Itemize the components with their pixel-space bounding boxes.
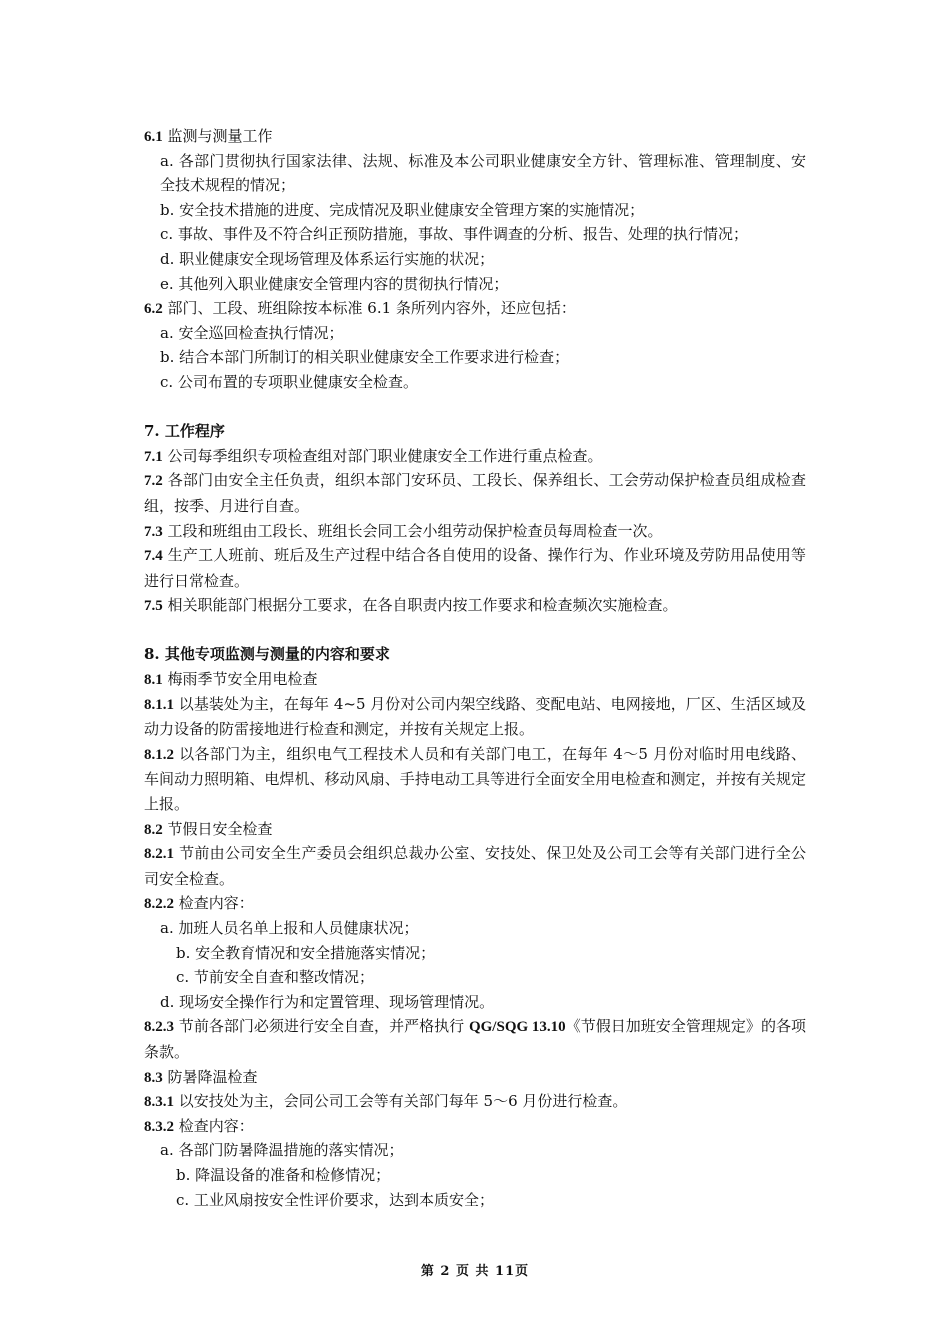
clause-6-1-b: b. 安全技术措施的进度、完成情况及职业健康安全管理方案的实施情况；: [160, 200, 645, 219]
clause-6-2: 6.2 部门、工段、班组除按本标准 6.1 条所列内容外，还应包括：: [144, 299, 576, 318]
clause-8-2-1: 8.2.1 节前由公司安全生产委员会组织总裁办公室、安技处、保卫处及公司工会等有关部门进行全公司安全检查。: [144, 844, 806, 888]
clause-6-2-b: b. 结合本部门所制订的相关职业健康安全工作要求进行检查；: [160, 348, 570, 367]
clause-6-1-d: d. 职业健康安全现场管理及体系运行实施的状况；: [160, 249, 495, 268]
clause-6-1-a: a. 各部门贯彻执行国家法律、法规、标准及本公司职业健康安全方针、管理标准、管理制度、安全技术规程的情况；: [160, 151, 806, 195]
clause-7-2: 7.2 各部门由安全主任负责，组织本部门安环员、工段长、保养组长、工会劳动保护检查员组成检查组，按季、月进行自查。: [144, 471, 806, 515]
clause-8-3-2-a: a. 各部门防暑降温措施的落实情况；: [160, 1141, 404, 1160]
clause-8-2-2-c: c. 节前安全自查和整改情况；: [176, 968, 374, 987]
clause-8-1-1: 8.1.1 以基装处为主，在每年 4~5 月份对公司内架空线路、变配电站、电网接地，厂区、生活区域及动力设备的防雷接地进行检查和测定，并按有关规定上报。: [144, 694, 806, 739]
section-8-heading: 8. 其他专项监测与测量的内容和要求: [144, 645, 390, 664]
clause-7-1: 7.1 公司每季组织专项检查组对部门职业健康安全工作进行重点检查。: [144, 446, 603, 465]
clause-6-2-a: a. 安全巡回检查执行情况；: [160, 323, 344, 342]
clause-6-1: 6.1 监测与测量工作: [144, 127, 273, 145]
clause-7-5: 7.5 相关职能部门根据分工要求，在各自职责内按工作要求和检查频次实施检查。: [144, 596, 678, 615]
clause-8-3-1: 8.3.1 以安技处为主，会同公司工会等有关部门每年 5～6 月份进行检查。: [144, 1092, 628, 1111]
clause-7-4: 7.4 生产工人班前、班后及生产过程中结合各自使用的设备、操作行为、作业环境及劳防用品使用等进行日常检查。: [144, 546, 806, 590]
clause-8-2-2-d: d. 现场安全操作行为和定置管理、现场管理情况。: [160, 992, 495, 1011]
clause-8-2-2-a: a. 加班人员名单上报和人员健康状况；: [160, 919, 419, 937]
clause-8-3-2-b: b. 降温设备的准备和检修情况；: [176, 1165, 391, 1184]
clause-8-2-2: 8.2.2 检查内容：: [144, 894, 254, 913]
clause-8-1-2: 8.1.2 以各部门为主，组织电气工程技术人员和有关部门电工，在每年 4～5 月份对临时用电线路、车间动力照明箱、电焊机、移动风扇、手持电动工具等进行全面安全用电检查和测定，并按有关规定上报。: [144, 744, 806, 814]
clause-8-2-2-b: b. 安全教育情况和安全措施落实情况；: [176, 943, 436, 962]
clause-6-1-c: c. 事故、事件及不符合纠正预防措施，事故、事件调查的分析、报告、处理的执行情况；: [160, 225, 748, 244]
clause-7-3: 7.3 工段和班组由工段长、班组长会同工会小组劳动保护检查员每周检查一次。: [144, 521, 663, 540]
clause-8-2-3: 8.2.3 节前各部门必须进行安全自查，并严格执行 QG/SQG 13.10《节假日加班安全管理规定》的各项条款。: [144, 1017, 806, 1061]
clause-6-1-e: e. 其他列入职业健康安全管理内容的贯彻执行情况；: [160, 274, 509, 293]
clause-8-3-2-c: c. 工业风扇按安全性评价要求，达到本质安全；: [176, 1190, 494, 1209]
clause-8-1: 8.1 梅雨季节安全用电检查: [144, 670, 318, 689]
page-footer: 第 2 页 共 11页: [420, 1264, 530, 1279]
clause-8-3: 8.3 防暑降温检查: [144, 1067, 258, 1086]
clause-6-2-c: c. 公司布置的专项职业健康安全检查。: [160, 372, 418, 391]
clause-8-2: 8.2 节假日安全检查: [144, 819, 273, 838]
document-body: [144, 124, 806, 1212]
clause-8-3-2: 8.3.2 检查内容：: [144, 1116, 254, 1135]
section-7-heading: 7. 工作程序: [144, 422, 225, 441]
